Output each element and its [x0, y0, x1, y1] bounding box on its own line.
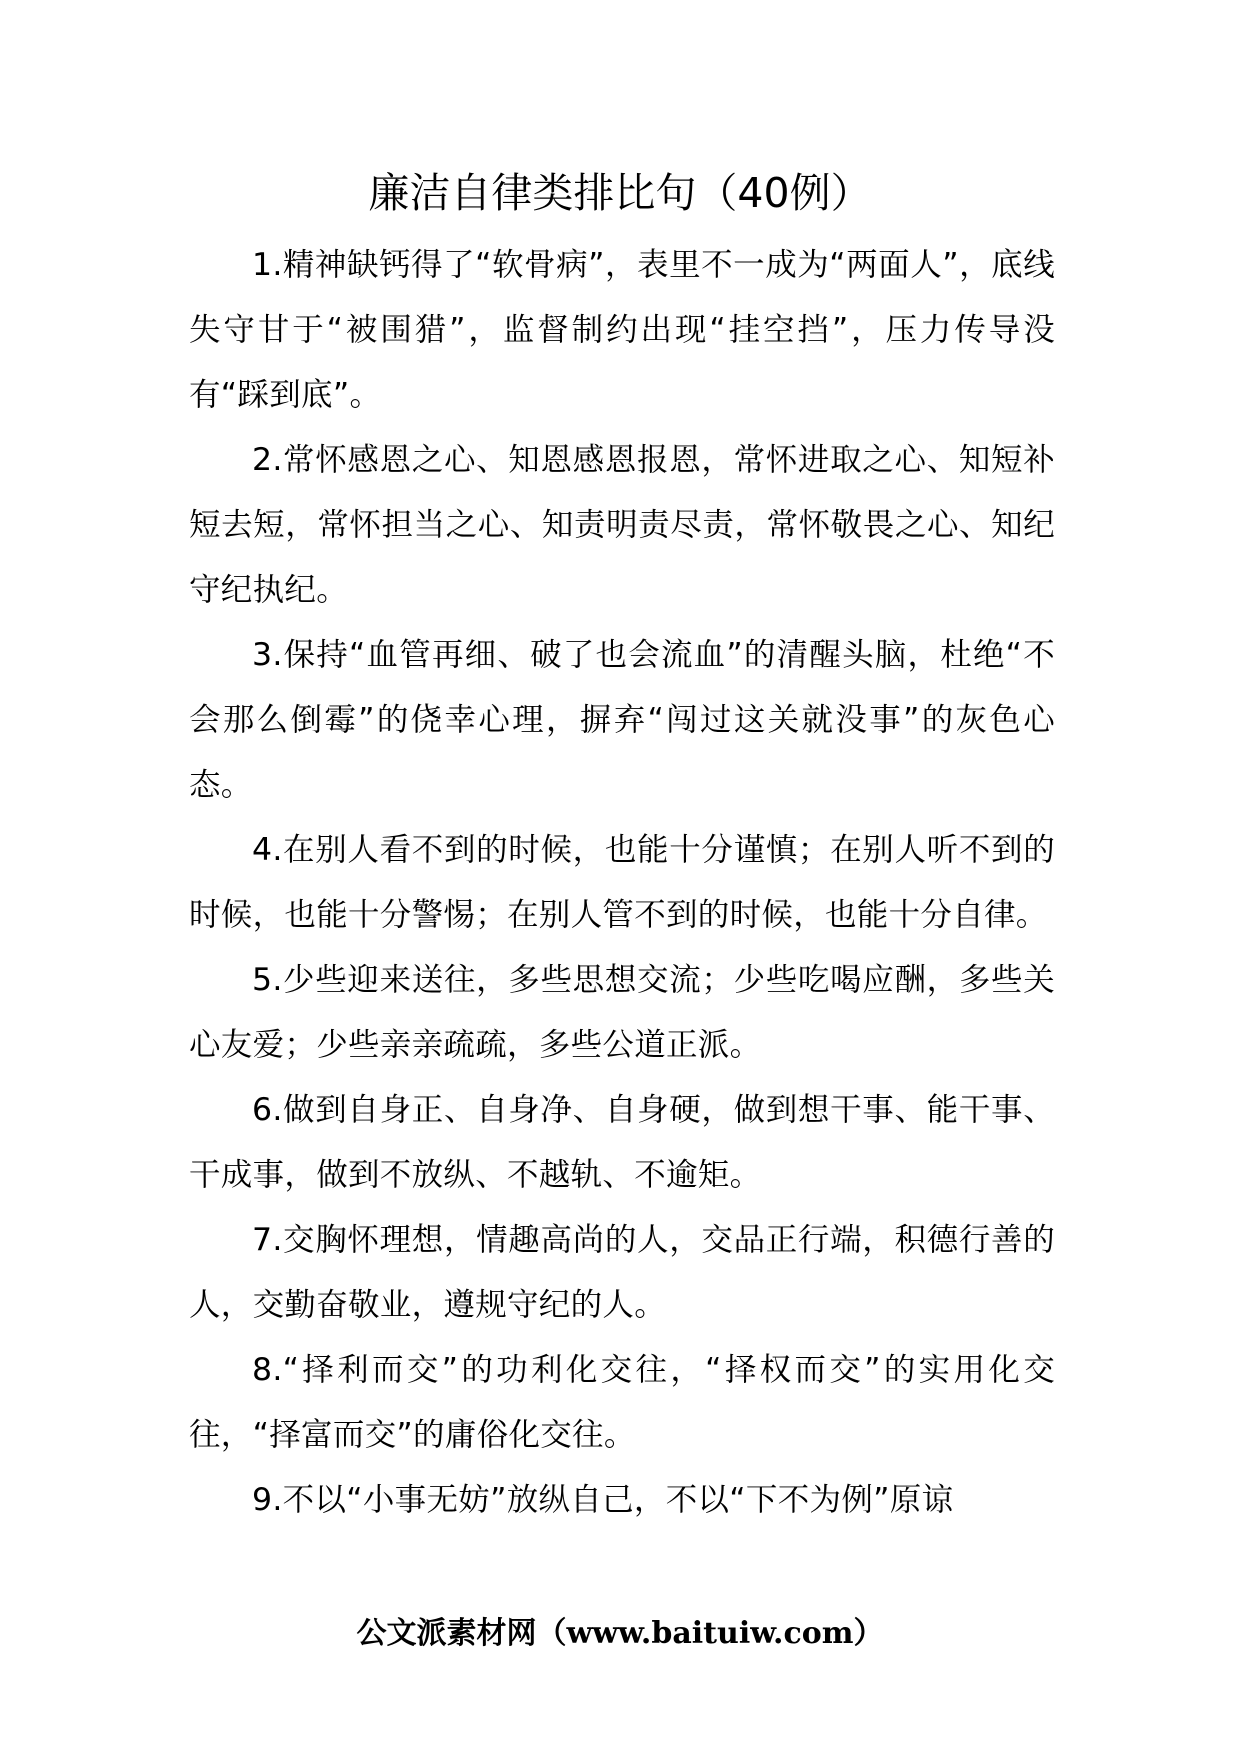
paragraph-2: 2.常怀感恩之心、知恩感恩报恩，常怀进取之心、知短补短去短，常怀担当之心、知责明责尽责，常怀敬畏之心、知纪守纪执纪。	[189, 442, 1055, 608]
page-title: 廉洁自律类排比句（40例）	[368, 169, 872, 217]
paragraph-8: 8.“择利而交”的功利化交往，“择权而交”的实用化交往，“择富而交”的庸俗化交往。	[189, 1352, 1055, 1453]
page-footer: 公文派素材网（www.baituiw.com）	[356, 1616, 884, 1651]
paragraph-3: 3.保持“血管再细、破了也会流血”的清醒头脑，杜绝“不会那么倒霉”的侥幸心理，摒弃“闯过这关就没事”的灰色心态。	[189, 637, 1055, 803]
document-body	[189, 233, 1055, 1533]
paragraph-4: 4.在别人看不到的时候，也能十分谨慎；在别人听不到的时候，也能十分警惕；在别人管不到的时候，也能十分自律。	[189, 832, 1055, 933]
paragraph-9: 9.不以“小事无妨”放纵自己，不以“下不为例”原谅	[252, 1482, 954, 1518]
paragraph-6: 6.做到自身正、自身净、自身硬，做到想干事、能干事、干成事，做到不放纵、不越轨、不逾矩。	[189, 1092, 1055, 1193]
paragraph-1: 1.精神缺钙得了“软骨病”，表里不一成为“两面人”，底线失守甘于“被围猎”，监督制约出现“挂空挡”，压力传导没有“踩到底”。	[189, 247, 1055, 413]
paragraph-5: 5.少些迎来送往，多些思想交流；少些吃喝应酬，多些关心友爱；少些亲亲疏疏，多些公道正派。	[189, 962, 1055, 1063]
paragraph-7: 7.交胸怀理想，情趣高尚的人，交品正行端，积德行善的人，交勤奋敬业，遵规守纪的人。	[189, 1222, 1055, 1323]
